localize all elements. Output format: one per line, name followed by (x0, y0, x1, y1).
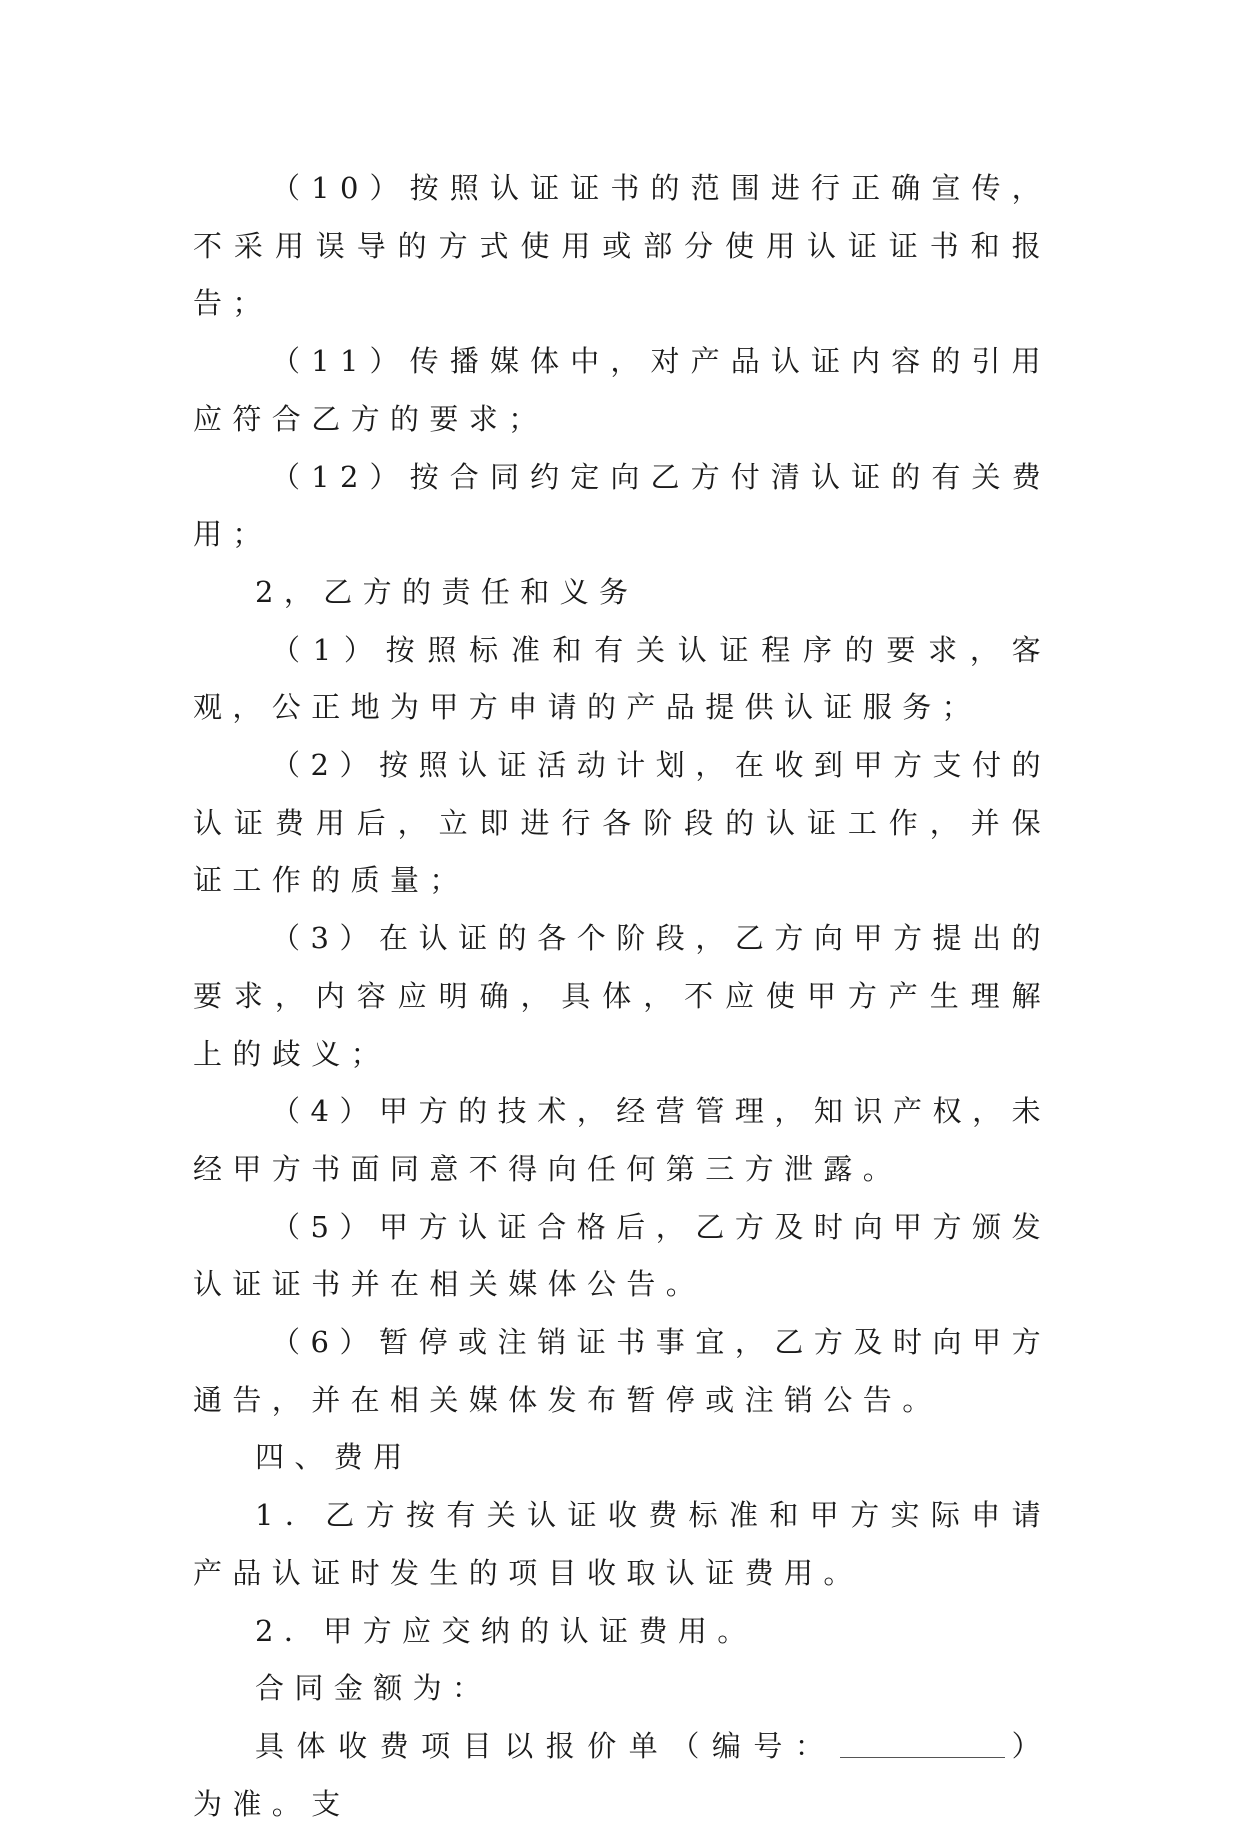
clause-10: （10）按照认证证书的范围进行正确宣传，不采用误导的方式使用或部分使用认证证书和报告； (193, 171, 1051, 321)
fees-clause-2: 2．甲方应交纳的认证费用。 (255, 1613, 757, 1648)
section-heading-party-b: 2，乙方的责任和义务 (255, 574, 639, 609)
party-b-clause-3: （3）在认证的各个阶段，乙方向甲方提出的要求，内容应明确，具体，不应使甲方产生理解上的歧义； (193, 921, 1051, 1071)
clause-12: （12）按合同约定向乙方付清认证的有关费用； (193, 459, 1051, 552)
party-b-clause-1: （1）按照标准和有关认证程序的要求，客观，公正地为甲方申请的产品提供认证服务； (193, 632, 1051, 725)
party-b-clause-6: （6）暂停或注销证书事宜，乙方及时向甲方通告，并在相关媒体发布暂停或注销公告。 (193, 1325, 1051, 1417)
party-b-clause-5: （5）甲方认证合格后，乙方及时向甲方颁发认证证书并在相关媒体公告。 (193, 1209, 1051, 1302)
quote-reference-suffix: ）为准。支 (193, 1728, 1051, 1821)
quote-reference-line (193, 1718, 1051, 1833)
contract-amount-line: 合同金额为： (255, 1671, 492, 1706)
fees-clause-1: 1．乙方按有关认证收费标准和甲方实际申请产品认证时发生的项目收取认证费用。 (193, 1498, 1051, 1590)
party-b-clause-2: （2）按照认证活动计划，在收到甲方支付的认证费用后，立即进行各阶段的认证工作，并保证工作的质量； (193, 748, 1051, 898)
document-body (193, 160, 1051, 1833)
section-heading-fees: 四、费用 (255, 1440, 413, 1475)
quote-reference-prefix: 具体收费项目以报价单（编号： (255, 1728, 837, 1763)
party-b-clause-4: （4）甲方的技术，经营管理，知识产权，未经甲方书面同意不得向任何第三方泄露。 (193, 1094, 1051, 1186)
clause-11: （11）传播媒体中，对产品认证内容的引用应符合乙方的要求； (193, 344, 1051, 436)
